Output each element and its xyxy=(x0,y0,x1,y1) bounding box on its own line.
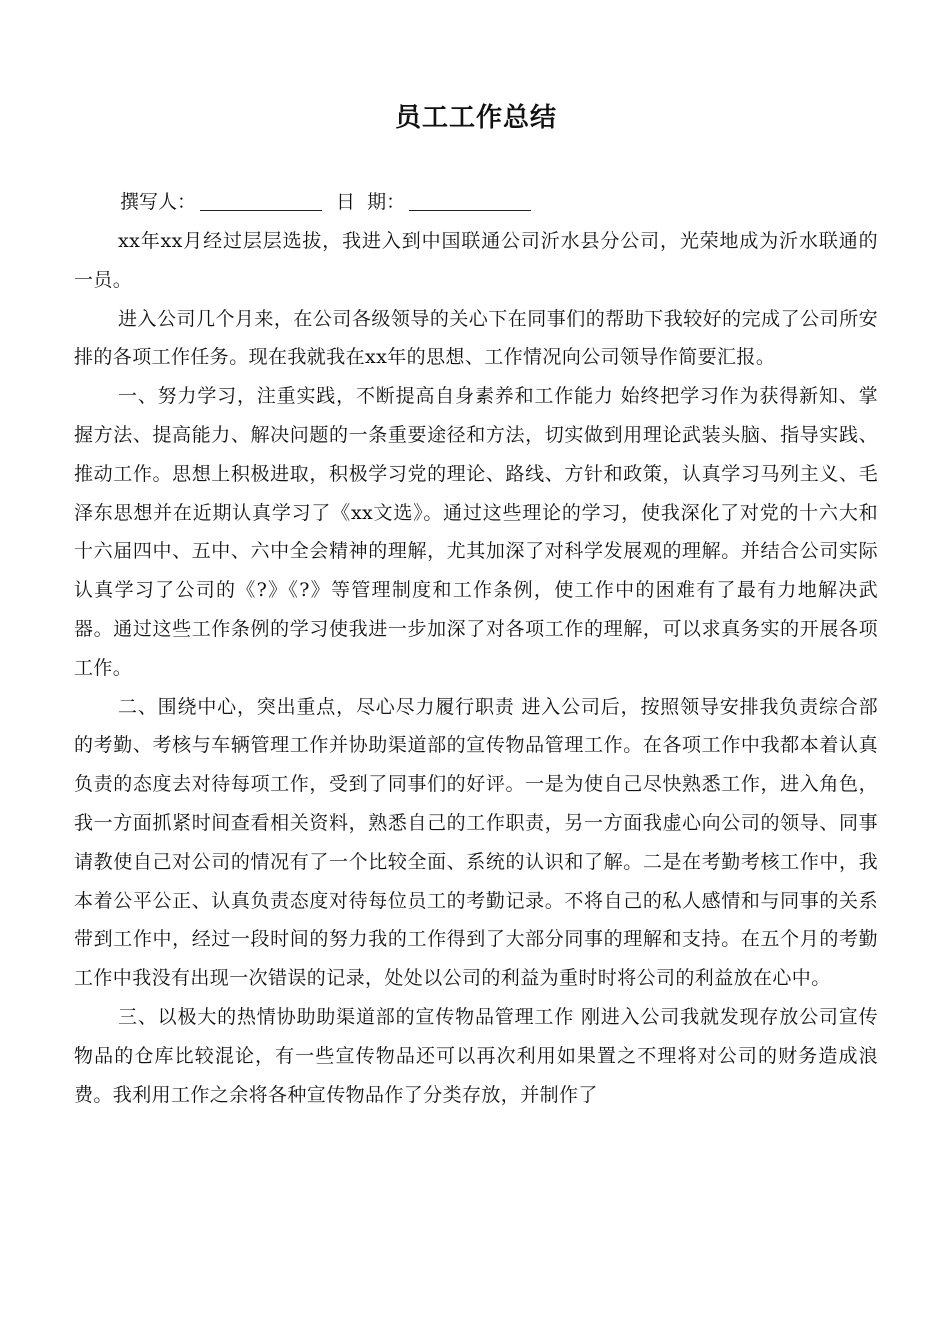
document-body xyxy=(74,222,878,1114)
paragraph: 进入公司几个月来，在公司各级领导的关心下在同事们的帮助下我较好的完成了公司所安排的各项工作任务。现在我就我在xx年的思想、工作情况向公司领导作简要汇报。 xyxy=(74,307,878,369)
author-date-line xyxy=(74,186,878,218)
author-blank xyxy=(200,188,322,211)
paragraph: 一、努力学习，注重实践，不断提高自身素养和工作能力 始终把学习作为获得新知、掌握方法、提高能力、解决问题的一条重要途径和方法，切实做到用理论武装头脑、指导实践、推动工作。思想上积极进取，积极学习党的理论、路线、方针和政策，认真学习马列主义、毛泽东思想并在近期认真学习了《xx文选》。通过这些理论的学习，使我深化了对党的十六大和十六届四中、五中、六中全会精神的理解，尤其加深了对科学发展观的理解。并结合公司实际认真学习了公司的《?》《?》等管理制度和工作条例，使工作中的困难有了最有力地解决武器。通过这些工作条例的学习使我进一步加深了对各项工作的理解，可以求真务实的开展各项工作。 xyxy=(74,385,878,679)
author-label: 撰写人： xyxy=(120,191,197,213)
date-label: 日 期： xyxy=(336,191,406,213)
document-title: 员工工作总结 xyxy=(394,103,557,133)
paragraph: 二、围绕中心，突出重点，尽心尽力履行职责 进入公司后，按照领导安排我负责综合部的考勤、考核与车辆管理工作并协助渠道部的宣传物品管理工作。在各项工作中我都本着认真负责的态度去对待每项工作，受到了同事们的好评。一是为使自己尽快熟悉工作，进入角色，我一方面抓紧时间查看相关资料，熟悉自己的工作职责，另一方面我虚心向公司的领导、同事请教使自己对公司的情况有了一个比较全面、系统的认识和了解。二是在考勤考核工作中，我本着公平公正、认真负责态度对待每位员工的考勤记录。不将自己的私人感情和与同事的关系带到工作中，经过一段时间的努力我的工作得到了大部分同事的理解和支持。在五个月的考勤工作中我没有出现一次错误的记录，处处以公司的利益为重时时将公司的利益放在心中。 xyxy=(74,695,878,990)
paragraph: xx年xx月经过层层选拔，我进入到中国联通公司沂水县分公司，光荣地成为沂水联通的一员。 xyxy=(74,230,878,291)
date-blank xyxy=(409,188,531,211)
paragraph: 三、以极大的热情协助助渠道部的宣传物品管理工作 刚进入公司我就发现存放公司宣传物品的仓库比较混论，有一些宣传物品还可以再次利用如果置之不理将对公司的财务造成浪费。我利用工作之余将各种宣传物品作了分类存放，并制作了 xyxy=(74,1005,878,1106)
